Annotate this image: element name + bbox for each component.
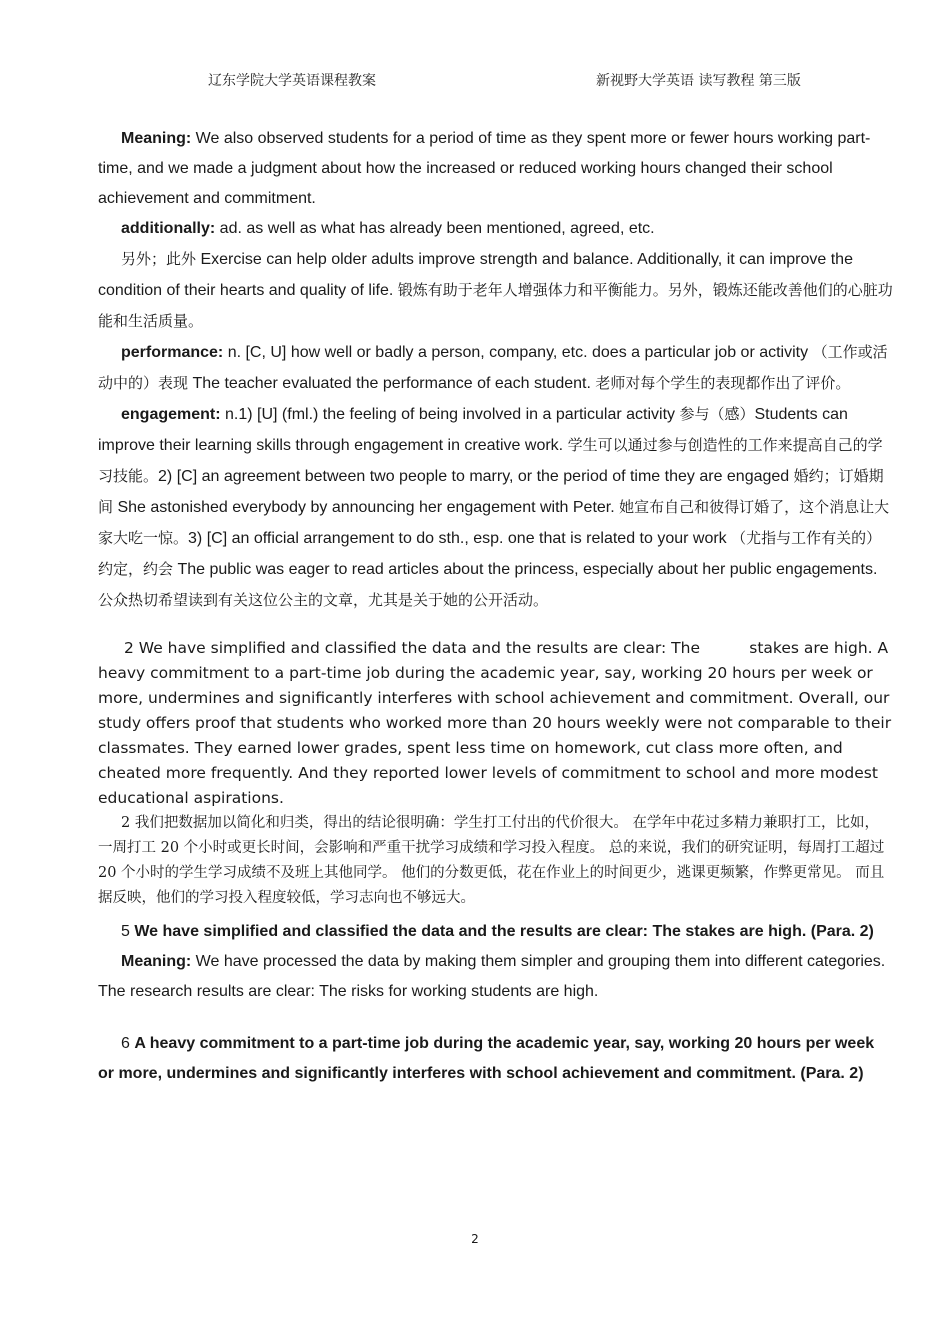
sentence-item-5	[98, 917, 893, 947]
vocab-entry-engagement	[98, 399, 893, 616]
vocab-cn-gloss: 另外；此外	[121, 250, 197, 268]
vocab-term: engagement:	[121, 406, 221, 423]
item-sentence: A heavy commitment to a part-time job during the academic year, say, working 20 hours per week or more, undermines and significantly interferes with school achievement and commitment. (Para. 2)	[98, 1035, 875, 1082]
item-number: 6	[121, 1035, 135, 1052]
meaning-text: We have processed the data by making them simpler and grouping them into different categories. The research results are clear: The risks for working students are high.	[98, 953, 886, 1000]
vocab-definition: ad. as well as what has already been mentioned, agreed, etc.	[215, 220, 655, 237]
text-paragraph-2-translation: 2 我们把数据加以简化和归类，得出的结论很明确：学生打工付出的代价很大。 在学年中花过多精力兼职打工，比如，一周打工 20 个小时或更长时间，会影响和严重干扰学习成绩和学习投入程度。 总的来说，我们的研究证明，每周打工超过 20 个小时的学生学习成绩不及班上其他同学。 他们的分数更低，花在作业上的时间更少，逃课更频繁，作弊更常见。 而且据反映，他们的学习投入程度较低，学习志向也不够远大。	[98, 815, 885, 906]
vocab-term: additionally:	[121, 220, 216, 237]
sense-3-example: The public was eager to read articles about the princess, especially about her public engagements.	[173, 561, 878, 578]
item-sentence: We have simplified and classified the data and the results are clear: The stakes are high. (Para. 2)	[134, 923, 874, 940]
sense-2-definition: 2) [C] an agreement between two people to marry, or the period of time they are engaged	[158, 468, 794, 485]
page-number: 2	[471, 1232, 479, 1246]
sense-2-example-cn: 她宣布自己和彼得订婚了，这个消息让大家大吃一惊。	[98, 498, 890, 547]
sense-1-example: Students can improve their learning skills through engagement in creative work.	[98, 406, 848, 454]
meaning-paragraph-1	[98, 124, 893, 214]
sentence-item-5-meaning	[98, 947, 893, 1007]
sense-2-cn: 婚约；订婚期间	[98, 467, 884, 516]
sense-3-definition: 3) [C] an official arrangement to do sth., esp. one that is related to your work	[188, 530, 732, 547]
page-content	[98, 124, 897, 1089]
vocab-cn-gloss: （工作或活动中的）表现	[98, 343, 888, 392]
sense-2-example: She astonished everybody by announcing her engagement with Peter.	[113, 499, 620, 516]
meaning-text: We also observed students for a period of time as they spent more or fewer hours working part-time, and we made a judgment about how the increased or reduced working hours changed their school achievement and commitment.	[98, 130, 871, 207]
text-paragraph-2: 2 We have simplified and classified the data and the results are clear: The stakes are high. A heavy commitment to a part-time job during the academic year, say, working 20 hours per week or more, undermines and significantly interferes with school achievement and commitment. Overall, our study offers proof that students who worked more than 20 hours weekly were not comparable to their classmates. They earned lower grades, spent less time on homework, cut class more often, and cheated more frequently. And they reported lower levels of commitment to school and more modest educational aspirations.	[98, 639, 897, 807]
sense-3-example-cn: 公众热切希望读到有关这位公主的文章，尤其是关于她的公开活动。	[98, 591, 549, 609]
sense-3-cn: （尤指与工作有关的）约定，约会	[98, 529, 882, 578]
vocab-entry-additionally	[98, 214, 893, 244]
header-textbook-title: 新视野大学英语 读写教程 第三版	[596, 73, 801, 89]
meaning-label: Meaning:	[121, 130, 192, 147]
item-number: 5	[121, 923, 135, 940]
sense-1-cn: 参与（感）	[679, 405, 755, 423]
vocab-entry-performance	[98, 337, 893, 399]
meaning-label: Meaning:	[121, 953, 192, 970]
vocab-example-translation: 老师对每个学生的表现都作出了评价。	[595, 374, 851, 392]
sentence-item-6	[98, 1029, 893, 1089]
vocab-term: performance:	[121, 344, 224, 361]
vocab-example: Exercise can help older adults improve strength and balance. Additionally, it can improve the condition of their hearts and quality of life.	[98, 251, 853, 299]
sense-1-definition: n.1) [U] (fml.) the feeling of being involved in a particular activity	[220, 406, 680, 423]
vocab-example: The teacher evaluated the performance of each student.	[188, 375, 596, 392]
vocab-example-translation: 锻炼有助于老年人增强体力和平衡能力。另外，锻炼还能改善他们的心脏功能和生活质量。	[98, 281, 893, 330]
vocab-definition: n. [C, U] how well or badly a person, company, etc. does a particular job or activity	[223, 344, 813, 361]
vocab-example-additionally	[98, 244, 893, 337]
header-course-title: 辽东学院大学英语课程教案	[208, 73, 376, 89]
sense-1-example-cn: 学生可以通过参与创造性的工作来提高自己的学习技能。	[98, 436, 883, 485]
